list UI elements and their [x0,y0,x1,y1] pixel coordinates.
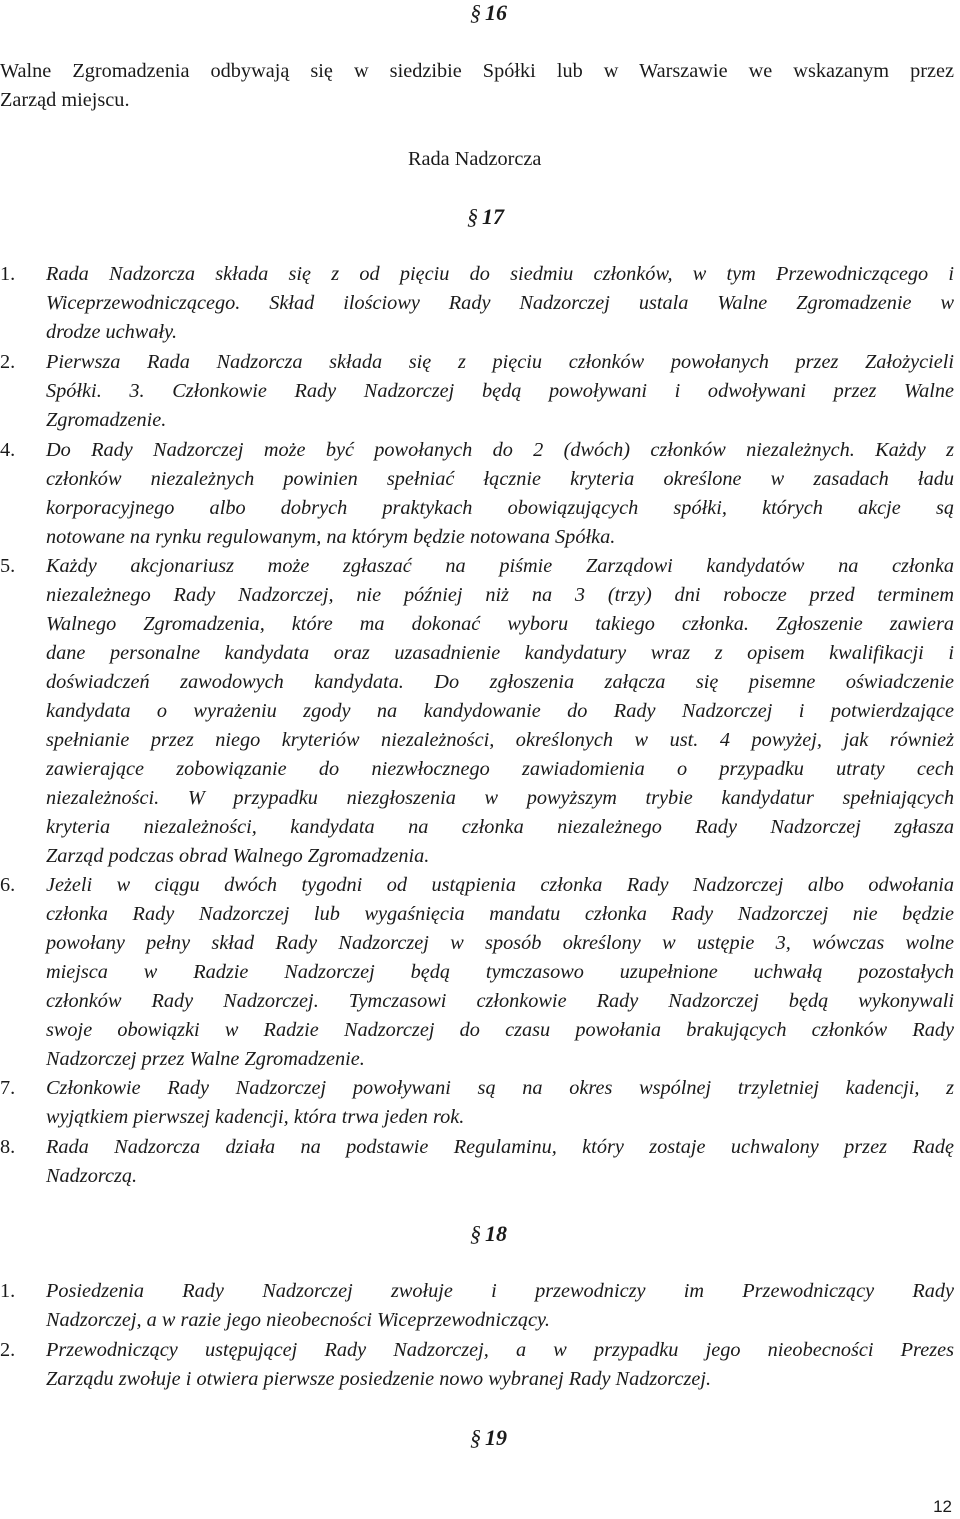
heading-rada-nadzorcza: Rada Nadzorcza [408,148,542,170]
text-line: kryteria niezależności, kandydata na członka niezależnego Rady Nadzorczej zgłasza [46,816,954,838]
text-line: Rada Nadzorcza działa na podstawie Regulaminu, który zostaje uchwalony przez Radę [46,1136,954,1158]
text-line: wyjątkiem pierwszej kadencji, która trwa jeden rok. [46,1106,465,1128]
section-16-heading [470,0,507,26]
section-number: 17 [482,204,504,229]
text-line: dane personalne kandydata oraz uzasadnienie kandydatury wraz z opisem kwalifikacji i [46,642,954,664]
text-line: Rada Nadzorcza składa się z od pięciu do siedmiu członków, w tym Przewodniczącego i [46,263,954,285]
text-line: Posiedzenia Rady Nadzorczej zwołuje i przewodniczy im Przewodniczący Rady [46,1280,954,1302]
text-line: Członkowie Rady Nadzorczej powoływani są na okres wspólnej trzyletniej kadencji, z [46,1077,954,1099]
section-number: 19 [485,1425,507,1450]
section-17-heading [467,204,504,230]
section-18-heading [470,1221,507,1247]
item-number: 7. [0,1077,16,1099]
text-line: Zarząd podczas obrad Walnego Zgromadzenia. [46,845,430,867]
text-line: Do Rady Nadzorczej może być powołanych do 2 (dwóch) członków niezależnych. Każdy z [46,439,954,461]
text-line: spełnianie przez niego kryteriów niezależności, określonych w ust. 4 powyżej, jak również [46,729,954,751]
page-number: 12 [933,1497,952,1516]
section-sign: § [470,0,481,25]
text-line: Zgromadzenie. [46,409,167,431]
text-line: Zarządu zwołuje i otwiera pierwsze posiedzenie nowo wybranej Rady Nadzorczej. [46,1368,712,1390]
section-19-heading [470,1425,507,1451]
text-line: notowane na rynku regulowanym, na którym będzie notowana Spółka. [46,526,616,548]
section-number: 16 [485,0,507,25]
section-sign: § [470,1221,481,1246]
item-number: 2. [0,351,16,373]
item-number: 8. [0,1136,16,1158]
text-line: Przewodniczący ustępującej Rady Nadzorczej, a w przypadku jego nieobecności Prezes [46,1339,954,1361]
text-line: Nadzorczej, a w razie jego nieobecności Wiceprzewodniczący. [46,1309,550,1331]
item-number: 5. [0,555,16,577]
text-line: Nadzorczej przez Walne Zgromadzenie. [46,1048,365,1070]
text-line: drodze uchwały. [46,321,178,343]
text-line: korporacyjnego albo dobrych praktykach obowiązujących spółki, których akcje są [46,497,954,519]
text-line: niezależności. W przypadku niezgłoszenia w powyższym trybie kandydatur spełniających [46,787,954,809]
section-sign: § [467,204,478,229]
item-number: 1. [0,263,16,285]
item-number: 6. [0,874,16,896]
section-number: 18 [485,1221,507,1246]
text-line: Każdy akcjonariusz może zgłaszać na piśmie Zarządowi kandydatów na członka [46,555,954,577]
text-line: członków niezależnych powinien spełniać łącznie kryteria określone w zasadach ładu [46,468,954,490]
text-line: członków Rady Nadzorczej. Tymczasowi członkowie Rady Nadzorczej będą wykonywali [46,990,954,1012]
text-line: kandydata o wyrażeniu zgody na kandydowanie do Rady Nadzorczej i potwierdzające [46,700,954,722]
text-line: Zarząd miejscu. [0,89,130,111]
text-line: Wiceprzewodniczącego. Skład ilościowy Rady Nadzorczej ustala Walne Zgromadzenie w [46,292,954,314]
text-line: doświadczeń zawodowych kandydata. Do zgłoszenia załącza się pisemne oświadczenie [46,671,954,693]
item-number: 1. [0,1280,16,1302]
text-line: członka Rady Nadzorczej lub wygaśnięcia mandatu członka Rady Nadzorczej nie będzie [46,903,954,925]
text-line: Walnego Zgromadzenia, które ma dokonać wyboru takiego członka. Zgłoszenie zawiera [46,613,954,635]
text-line: niezależnego Rady Nadzorczej, nie później niż na 3 (trzy) dni robocze przed terminem [46,584,954,606]
item-number: 2. [0,1339,16,1361]
text-line: Jeżeli w ciągu dwóch tygodni od ustąpienia członka Rady Nadzorczej albo odwołania [46,874,954,896]
section-sign: § [470,1425,481,1450]
text-line: Pierwsza Rada Nadzorcza składa się z pięciu członków powołanych przez Założycieli [46,351,954,373]
text-line: Nadzorczą. [46,1165,138,1187]
text-line: miejsca w Radzie Nadzorczej będą tymczasowo uzupełnione uchwałą pozostałych [46,961,954,983]
text-line: Walne Zgromadzenia odbywają się w siedzibie Spółki lub w Warszawie we wskazanym przez [0,60,954,82]
text-line: Spółki. 3. Członkowie Rady Nadzorczej będą powoływani i odwoływani przez Walne [46,380,954,402]
text-line: swoje obowiązki w Radzie Nadzorczej do czasu powołania brakujących członków Rady [46,1019,954,1041]
text-line: powołany pełny skład Rady Nadzorczej w sposób określony w ustępie 3, wówczas wolne [46,932,954,954]
text-line: zawierające zobowiązanie do niezwłocznego zawiadomienia o przypadku utraty cech [46,758,954,780]
item-number: 4. [0,439,16,461]
